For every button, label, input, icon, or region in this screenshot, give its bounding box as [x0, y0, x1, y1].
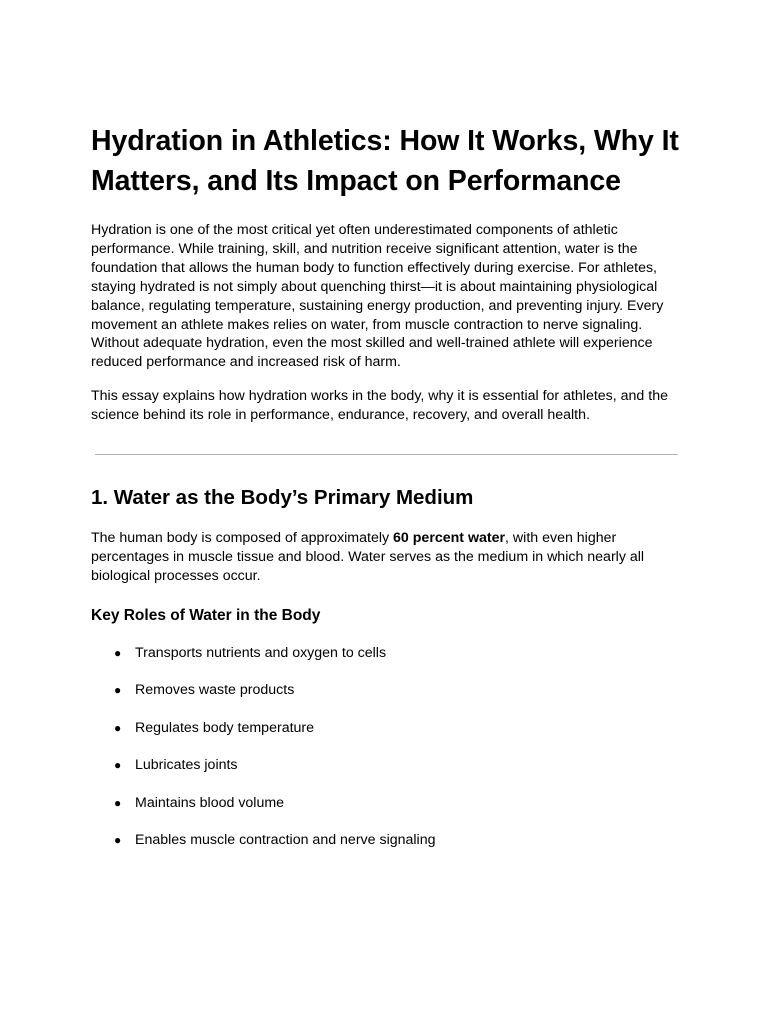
list-item-text: Removes waste products — [135, 682, 295, 699]
intro-paragraph-1: Hydration is one of the most critical yet often underestimated components of athletic performance. While training, skill, and nutrition receive significant attention, water is the foundation that allows the human body to function effectively during exercise. For athletes, staying hydrated is not simply about quenching thirst—it is about maintaining physiological balance, regulating temperature, sustaining energy production, and preventing injury. Every movement an athlete makes relies on water, from muscle contraction to nerve signaling. Without adequate hydration, even the most skilled and well-trained athlete will experience reduced performance and increased risk of harm. — [91, 222, 664, 371]
subsection-heading: Key Roles of Water in the Body — [91, 606, 321, 624]
list-item-text: Maintains blood volume — [135, 794, 285, 811]
bullet-icon: ● — [114, 720, 122, 735]
bullet-icon: ● — [114, 758, 122, 773]
list-item — [91, 681, 682, 700]
bullet-icon: ● — [114, 645, 122, 660]
bullet-icon: ● — [114, 833, 122, 848]
section-paragraph-bold: 60 percent water — [393, 530, 506, 547]
list-item — [91, 756, 682, 775]
list-item-text: Enables muscle contraction and nerve signaling — [135, 832, 436, 849]
intro-paragraph-2: This essay explains how hydration works in the body, why it is essential for athletes, and the science behind its role in performance, endurance, recovery, and overall health. — [91, 388, 668, 424]
list-item — [91, 831, 682, 850]
section-divider — [95, 454, 678, 455]
list-item-text: Transports nutrients and oxygen to cells — [135, 644, 387, 661]
section-paragraph — [91, 529, 682, 586]
section-paragraph-start: The human body is composed of approximately — [91, 530, 394, 547]
list-item-text: Regulates body temperature — [135, 719, 315, 736]
list-item — [91, 794, 682, 813]
roles-list — [91, 644, 682, 851]
section-heading: 1. Water as the Body’s Primary Medium — [91, 486, 474, 510]
section-paragraph-end: , with even higher percentages in muscle tissue and blood. Water serves as the medium in which nearly all biological processes occur. — [91, 530, 645, 584]
bullet-icon: ● — [114, 795, 122, 810]
bullet-icon: ● — [114, 683, 122, 698]
list-item-text: Lubricates joints — [135, 757, 238, 774]
list-item — [91, 644, 682, 663]
list-item — [91, 719, 682, 738]
document-title: Hydration in Athletics: How It Works, Why It Matters, and Its Impact on Performance — [91, 125, 679, 197]
